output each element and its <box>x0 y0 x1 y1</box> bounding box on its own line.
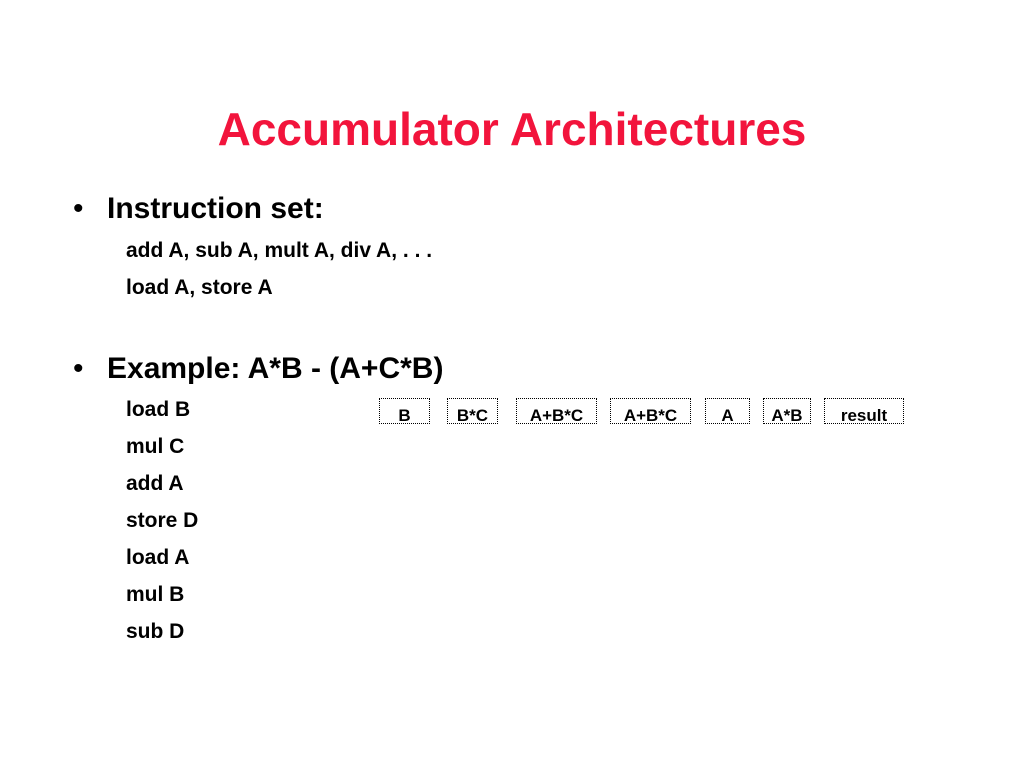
accumulator-value-box: B*C <box>447 398 498 424</box>
accumulator-value-box: A+B*C <box>610 398 691 424</box>
code-line: mul C <box>126 435 185 458</box>
code-line: mul B <box>126 583 185 606</box>
accumulator-value-box: A <box>705 398 750 424</box>
bullet-instruction-set <box>73 191 324 227</box>
instruction-line: load A, store A <box>126 276 273 299</box>
accumulator-value-box: B <box>379 398 430 424</box>
slide-title: Accumulator Architectures <box>217 103 807 155</box>
code-line: load A <box>126 546 190 569</box>
code-line: add A <box>126 472 184 495</box>
bullet-text: Example: A*B - (A+C*B) <box>107 352 444 385</box>
code-line: store D <box>126 509 199 532</box>
bullet-example <box>73 351 443 387</box>
accumulator-value-box: A+B*C <box>516 398 597 424</box>
accumulator-value-box: A*B <box>763 398 811 424</box>
instruction-line: add A, sub A, mult A, div A, . . . <box>126 239 433 262</box>
accumulator-value-box: result <box>824 398 904 424</box>
code-line: sub D <box>126 620 185 643</box>
bullet-text: Instruction set: <box>107 192 324 225</box>
code-line: load B <box>126 398 191 421</box>
bullet-marker: • <box>73 352 84 385</box>
bullet-marker: • <box>73 192 84 225</box>
